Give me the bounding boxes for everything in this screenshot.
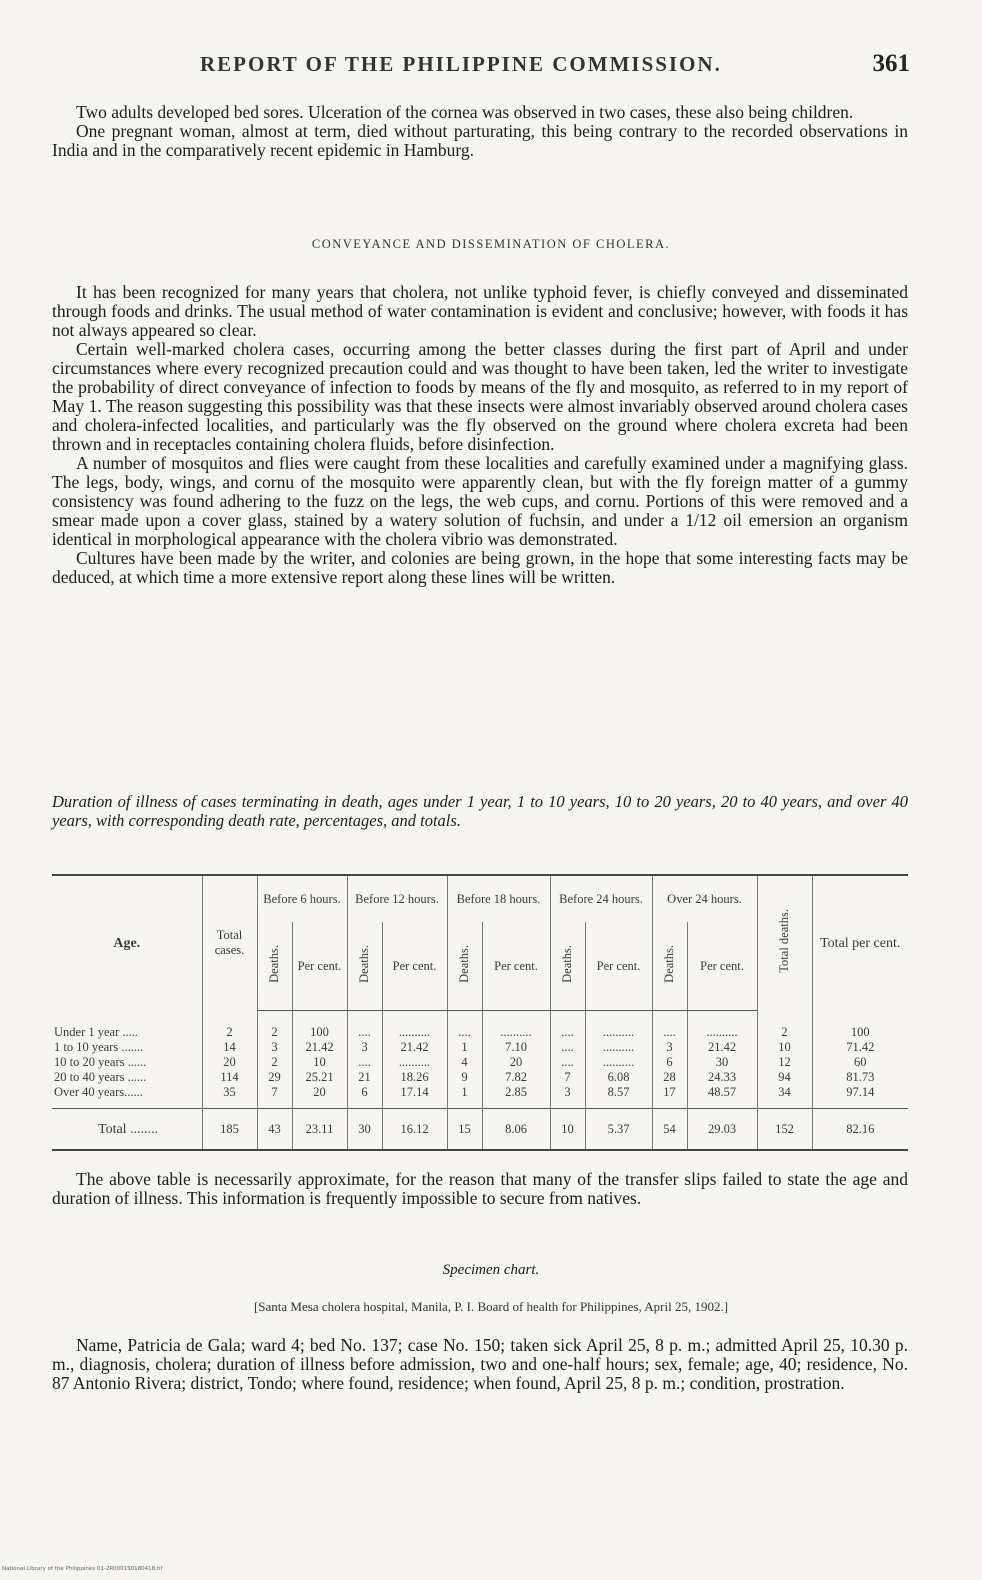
total-cases-cell: 14 bbox=[202, 1040, 257, 1055]
table-caption: Duration of illness of cases terminating in death, ages under 1 year, 1 to 10 years, 10 to 20 years, 20 to 40 years, and over 40 years, with corresponding death rate, percentages, and totals. bbox=[52, 792, 908, 830]
paragraph: Name, Patricia de Gala; ward 4; bed No. 137; case No. 150; taken sick April 25, 8 p. m.; admitted April 25, 10.30 p. m., diagnosis, cholera; duration of illness before admission, two and one-half hours; sex, female; age, 40; residence, No. 87 Antonio Rivera; district, Tondo; where found, residence; when found, April 25, 8 p. m.; condition, prostration. bbox=[52, 1335, 908, 1393]
age-cell: Under 1 year ..... bbox=[54, 1024, 138, 1039]
group-header: Before 12 hours. bbox=[347, 875, 447, 922]
deaths-cell: 4 bbox=[447, 1055, 482, 1070]
running-title: REPORT OF THE PHILIPPINE COMMISSION. bbox=[200, 52, 722, 76]
deaths-cell: .... bbox=[447, 1011, 482, 1041]
age-cell: Over 40 years...... bbox=[54, 1085, 143, 1099]
table-row bbox=[52, 1040, 908, 1055]
deaths-cell: 3 bbox=[347, 1040, 382, 1055]
group-header: Over 24 hours. bbox=[652, 875, 757, 922]
percent-cell: 2.85 bbox=[482, 1085, 550, 1109]
deaths-cell: 6 bbox=[347, 1085, 382, 1109]
section-heading: CONVEYANCE AND DISSEMINATION OF CHOLERA. bbox=[311, 237, 671, 251]
total-cases-cell: 20 bbox=[202, 1055, 257, 1070]
deaths-cell: .... bbox=[550, 1055, 585, 1070]
deaths-cell: 30 bbox=[347, 1109, 382, 1151]
percent-cell: .......... bbox=[687, 1011, 757, 1041]
percent-header: Per cent. bbox=[382, 922, 447, 1011]
deaths-cell: .... bbox=[347, 1011, 382, 1041]
paragraph: A number of mosquitos and flies were caught from these localities and carefully examined under a magnifying glass. The legs, body, wings, and cornu of the mosquito were apparently clean, but with the fly foreign matter of a gummy consistency was found adhering to the fuzz on the legs, the web cups, and cornu. Portions of this were removed and a smear made upon a cover glass, stained by a watery solution of fuchsin, and under a 1/12 oil emersion an organism identical in morphological appearance with the cholera vibrio was demonstrated. bbox=[52, 453, 908, 549]
scan-footer: National Library of the Philippines 01-2R0001S0180418.tif bbox=[2, 1566, 163, 1572]
deaths-label: Deaths. bbox=[267, 945, 281, 983]
total-cases-cell: 35 bbox=[202, 1085, 257, 1109]
total-percent-cell: 97.14 bbox=[812, 1085, 908, 1109]
percent-cell: .......... bbox=[585, 1011, 652, 1041]
deaths-cell: 7 bbox=[550, 1070, 585, 1085]
table-row bbox=[52, 1055, 908, 1070]
total-label: Total ........ bbox=[52, 1109, 202, 1151]
total-deaths-cell: 10 bbox=[757, 1040, 812, 1055]
percent-cell: 23.11 bbox=[292, 1109, 347, 1151]
deaths-header bbox=[550, 922, 585, 1011]
deaths-label: Deaths. bbox=[457, 945, 471, 983]
percent-cell: 24.33 bbox=[687, 1070, 757, 1085]
group-header: Before 18 hours. bbox=[447, 875, 550, 922]
percent-cell: 25.21 bbox=[292, 1070, 347, 1085]
deaths-label: Deaths. bbox=[662, 945, 676, 983]
total-row bbox=[52, 1109, 908, 1151]
percent-cell: 8.06 bbox=[482, 1109, 550, 1151]
deaths-cell: 1 bbox=[447, 1040, 482, 1055]
total-deaths-cell: 152 bbox=[757, 1109, 812, 1151]
total-percent-header: Total per cent. bbox=[812, 875, 908, 1011]
percent-cell: .......... bbox=[585, 1040, 652, 1055]
deaths-cell: .... bbox=[652, 1011, 687, 1041]
deaths-cell: 21 bbox=[347, 1070, 382, 1085]
paragraph: Two adults developed bed sores. Ulceration of the cornea was observed in two cases, these also being children. bbox=[76, 102, 854, 122]
percent-cell: 7.82 bbox=[482, 1070, 550, 1085]
percent-cell: .......... bbox=[585, 1055, 652, 1070]
percent-cell: 5.37 bbox=[585, 1109, 652, 1151]
total-percent-cell: 81.73 bbox=[812, 1070, 908, 1085]
total-deaths-cell: 94 bbox=[757, 1070, 812, 1085]
percent-cell: 10 bbox=[292, 1055, 347, 1070]
total-deaths-cell: 2 bbox=[757, 1011, 812, 1041]
table-row bbox=[52, 1011, 908, 1041]
total-cases-cell: 2 bbox=[202, 1011, 257, 1041]
deaths-header bbox=[652, 922, 687, 1011]
total-deaths-cell: 12 bbox=[757, 1055, 812, 1070]
deaths-cell: 2 bbox=[257, 1011, 292, 1041]
age-cell: 20 to 40 years ...... bbox=[54, 1070, 147, 1084]
percent-cell: 16.12 bbox=[382, 1109, 447, 1151]
deaths-cell: 3 bbox=[652, 1040, 687, 1055]
deaths-cell: 1 bbox=[447, 1085, 482, 1109]
deaths-cell: 54 bbox=[652, 1109, 687, 1151]
deaths-header bbox=[447, 922, 482, 1011]
deaths-cell: 17 bbox=[652, 1085, 687, 1109]
deaths-cell: 2 bbox=[257, 1055, 292, 1070]
deaths-cell: 15 bbox=[447, 1109, 482, 1151]
percent-header: Per cent. bbox=[687, 922, 757, 1011]
deaths-cell: .... bbox=[347, 1055, 382, 1070]
deaths-cell: .... bbox=[550, 1040, 585, 1055]
section-text bbox=[52, 283, 908, 587]
percent-cell: 30 bbox=[687, 1055, 757, 1070]
deaths-label: Deaths. bbox=[560, 945, 574, 983]
deaths-cell: 7 bbox=[257, 1085, 292, 1109]
percent-cell: 20 bbox=[482, 1055, 550, 1070]
percent-cell: 21.42 bbox=[292, 1040, 347, 1055]
deaths-header bbox=[347, 922, 382, 1011]
intro-text bbox=[52, 103, 908, 160]
percent-cell: 100 bbox=[292, 1011, 347, 1041]
group-header: Before 24 hours. bbox=[550, 875, 652, 922]
percent-cell: 48.57 bbox=[687, 1085, 757, 1109]
deaths-label: Deaths. bbox=[357, 945, 371, 983]
age-header: Age. bbox=[52, 875, 202, 1011]
specimen-text bbox=[52, 1336, 908, 1393]
paragraph: Certain well-marked cholera cases, occurring among the better classes during the first part of April and under circumstances where every recognized precaution could and was thought to have been taken, led the writer to investigate the probability of direct conveyance of infection to foods by means of the fly and mosquito, as referred to in my report of May 1. The reason suggesting this possibility was that these insects were almost invariably observed around cholera cases and cholera-infected localities, and particularly was the fly observed on the ground where cholera excreta had been thrown and in receptacles containing cholera fluids, before disinfection. bbox=[52, 339, 908, 454]
percent-cell: 7.10 bbox=[482, 1040, 550, 1055]
deaths-cell: 3 bbox=[550, 1085, 585, 1109]
percent-cell: .......... bbox=[382, 1011, 447, 1041]
total-percent-cell: 71.42 bbox=[812, 1040, 908, 1055]
deaths-cell: 10 bbox=[550, 1109, 585, 1151]
percent-cell: 29.03 bbox=[687, 1109, 757, 1151]
percent-cell: 18.26 bbox=[382, 1070, 447, 1085]
total-percent-cell: 82.16 bbox=[812, 1109, 908, 1151]
percent-header: Per cent. bbox=[585, 922, 652, 1011]
age-cell: 10 to 20 years ...... bbox=[54, 1055, 147, 1069]
paragraph: It has been recognized for many years that cholera, not unlike typhoid fever, is chiefly conveyed and disseminated through foods and drinks. The usual method of water contamination is evident and conclusive; however, with foods it has not always appeared so clear. bbox=[52, 282, 908, 340]
total-cases-cell: 114 bbox=[202, 1070, 257, 1085]
percent-header: Per cent. bbox=[482, 922, 550, 1011]
percent-header: Per cent. bbox=[292, 922, 347, 1011]
percent-cell: 17.14 bbox=[382, 1085, 447, 1109]
specimen-caption: Specimen chart. bbox=[442, 1262, 540, 1278]
total-deaths-cell: 34 bbox=[757, 1085, 812, 1109]
percent-cell: 6.08 bbox=[585, 1070, 652, 1085]
total-deaths-header bbox=[757, 875, 812, 1011]
deaths-cell: 3 bbox=[257, 1040, 292, 1055]
total-percent-cell: 60 bbox=[812, 1055, 908, 1070]
paragraph: One pregnant woman, almost at term, died without parturating, this being contrary to the recorded observations in India and in the comparatively recent epidemic in Hamburg. bbox=[52, 121, 908, 160]
percent-cell: 21.42 bbox=[687, 1040, 757, 1055]
specimen-source: [Santa Mesa cholera hospital, Manila, P. I. Board of health for Philippines, April 25, 1902.] bbox=[253, 1299, 729, 1314]
deaths-cell: 28 bbox=[652, 1070, 687, 1085]
table-total bbox=[52, 1109, 908, 1151]
total-cases-cell: 185 bbox=[202, 1109, 257, 1151]
percent-cell: .......... bbox=[382, 1055, 447, 1070]
deaths-cell: .... bbox=[550, 1011, 585, 1041]
group-header: Before 6 hours. bbox=[257, 875, 347, 922]
deaths-header bbox=[257, 922, 292, 1011]
paragraph: The above table is necessarily approximate, for the reason that many of the transfer slips failed to state the age and duration of illness. This information is frequently impossible to secure from natives. bbox=[52, 1169, 908, 1208]
total-deaths-label: Total deaths. bbox=[777, 909, 791, 974]
deaths-cell: 43 bbox=[257, 1109, 292, 1151]
paragraph: Cultures have been made by the writer, and colonies are being grown, in the hope that some interesting facts may be deduced, at which time a more extensive report along these lines will be written. bbox=[52, 548, 908, 587]
mortality-table bbox=[52, 874, 908, 1151]
deaths-cell: 9 bbox=[447, 1070, 482, 1085]
table-row bbox=[52, 1070, 908, 1085]
table-body bbox=[52, 1011, 908, 1109]
percent-cell: 8.57 bbox=[585, 1085, 652, 1109]
percent-cell: .......... bbox=[482, 1011, 550, 1041]
percent-cell: 21.42 bbox=[382, 1040, 447, 1055]
deaths-cell: 6 bbox=[652, 1055, 687, 1070]
total-cases-header: Total cases. bbox=[202, 875, 257, 1011]
page-number: 361 bbox=[872, 50, 910, 77]
total-percent-cell: 100 bbox=[812, 1011, 908, 1041]
deaths-cell: 29 bbox=[257, 1070, 292, 1085]
page-header bbox=[200, 50, 910, 80]
percent-cell: 20 bbox=[292, 1085, 347, 1109]
table-note bbox=[52, 1170, 908, 1208]
table-row bbox=[52, 1085, 908, 1109]
age-cell: 1 to 10 years ....... bbox=[54, 1040, 144, 1054]
